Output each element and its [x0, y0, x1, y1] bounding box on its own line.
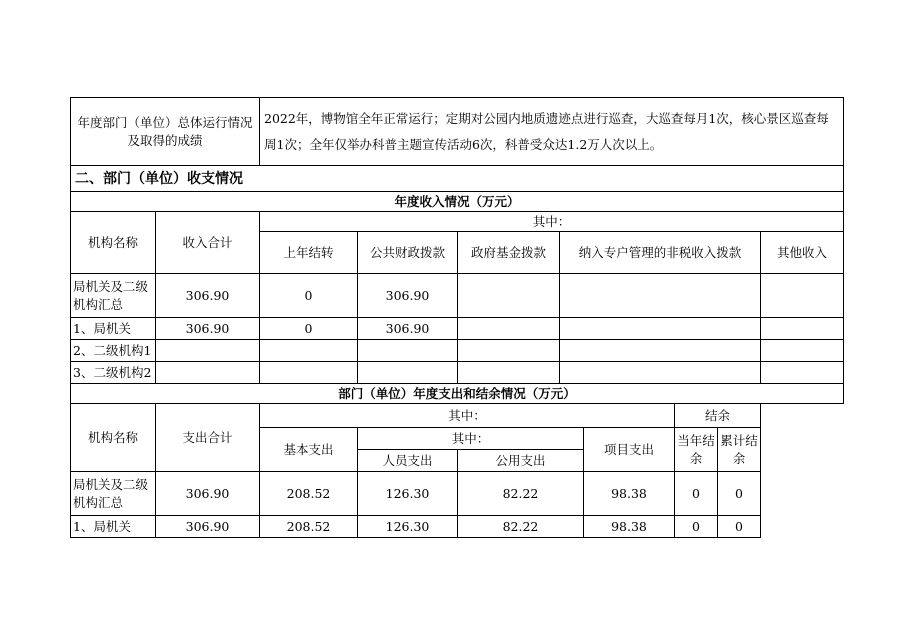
- expense-row-total: 306.90: [156, 472, 260, 516]
- income-row-value: [761, 362, 844, 384]
- income-row-value: [761, 274, 844, 318]
- summary-row: [71, 98, 844, 166]
- income-row: [71, 362, 844, 384]
- expense-col-public: 公用支出: [458, 450, 584, 472]
- income-row-value: 0: [260, 318, 358, 340]
- expense-row-cumulative-balance: 0: [718, 472, 761, 516]
- income-col-org: 机构名称: [71, 212, 156, 274]
- income-row-total: [156, 362, 260, 384]
- income-subcol-1: 公共财政拨款: [358, 232, 458, 274]
- income-row-value: [761, 340, 844, 362]
- income-row-value: [560, 362, 761, 384]
- summary-label: 年度部门（单位）总体运行情况及取得的成绩: [71, 98, 260, 166]
- expense-col-basic: 基本支出: [260, 428, 358, 472]
- summary-text: 2022年，博物馆全年正常运行；定期对公园内地质遗迹点进行巡查，大巡查每月1次，核心景区巡查每周1次；全年仅举办科普主题宣传活动6次，科普受众达1.2万人次以上。: [260, 98, 844, 166]
- income-row-value: [560, 274, 761, 318]
- expense-row-basic: 208.52: [260, 472, 358, 516]
- expense-col-year-balance: 当年结余: [675, 428, 718, 472]
- income-row-value: [458, 340, 560, 362]
- income-table-title: 年度收入情况（万元）: [71, 192, 844, 212]
- report-table: [70, 97, 844, 538]
- income-subcol-2: 政府基金拨款: [458, 232, 560, 274]
- expense-row-public: 82.22: [458, 472, 584, 516]
- expense-row-project: 98.38: [584, 516, 675, 538]
- expense-col-cumulative-balance: 累计结余: [718, 428, 761, 472]
- expense-row-project: 98.38: [584, 472, 675, 516]
- income-row-total: 306.90: [156, 274, 260, 318]
- section-title: 二、部门（单位）收支情况: [71, 166, 844, 192]
- expense-table-title: 部门（单位）年度支出和结余情况（万元）: [71, 384, 844, 404]
- expense-row-name: 局机关及二级机构汇总: [71, 472, 156, 516]
- expense-col-among2: 其中：: [358, 428, 584, 450]
- income-row-value: [358, 362, 458, 384]
- expense-row-personnel: 126.30: [358, 472, 458, 516]
- expense-row-public: 82.22: [458, 516, 584, 538]
- expense-col-project: 项目支出: [584, 428, 675, 472]
- income-row-value: 306.90: [358, 274, 458, 318]
- expense-row-name: 1、局机关: [71, 516, 156, 538]
- income-subcol-4: 其他收入: [761, 232, 844, 274]
- income-row-name: 2、二级机构1: [71, 340, 156, 362]
- expense-col-org: 机构名称: [71, 404, 156, 472]
- income-row-value: 0: [260, 274, 358, 318]
- income-row-value: [761, 318, 844, 340]
- income-row-name: 3、二级机构2: [71, 362, 156, 384]
- income-row-value: 306.90: [358, 318, 458, 340]
- income-col-among: 其中：: [260, 212, 844, 232]
- income-row-name: 局机关及二级机构汇总: [71, 274, 156, 318]
- expense-row-cumulative-balance: 0: [718, 516, 761, 538]
- income-row: [71, 318, 844, 340]
- income-row-value: [458, 274, 560, 318]
- income-subcol-3: 纳入专户管理的非税收入拨款: [560, 232, 761, 274]
- income-row-value: [358, 340, 458, 362]
- expense-row-total: 306.90: [156, 516, 260, 538]
- expense-row-year-balance: 0: [675, 472, 718, 516]
- expense-row: [71, 472, 844, 516]
- expense-row-basic: 208.52: [260, 516, 358, 538]
- income-row-name: 1、局机关: [71, 318, 156, 340]
- income-row-value: [458, 318, 560, 340]
- expense-row-year-balance: 0: [675, 516, 718, 538]
- income-row-value: [560, 340, 761, 362]
- income-row-total: [156, 340, 260, 362]
- income-row-value: [560, 318, 761, 340]
- expense-col-personnel: 人员支出: [358, 450, 458, 472]
- income-subcol-0: 上年结转: [260, 232, 358, 274]
- income-row: [71, 340, 844, 362]
- expense-col-balance: 结余: [675, 404, 761, 428]
- expense-col-among: 其中：: [260, 404, 675, 428]
- income-col-total: 收入合计: [156, 212, 260, 274]
- income-row-value: [260, 362, 358, 384]
- income-row-value: [458, 362, 560, 384]
- income-row-value: [260, 340, 358, 362]
- expense-col-total: 支出合计: [156, 404, 260, 472]
- expense-row-personnel: 126.30: [358, 516, 458, 538]
- expense-row: [71, 516, 844, 538]
- income-row-total: 306.90: [156, 318, 260, 340]
- income-row: [71, 274, 844, 318]
